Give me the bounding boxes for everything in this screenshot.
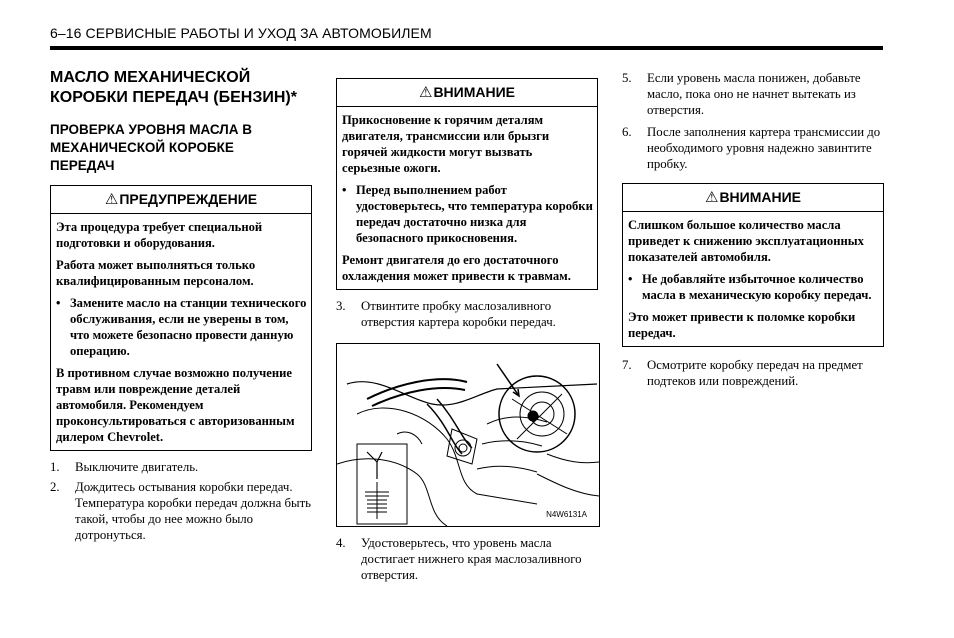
gearbox-drawing: [337, 344, 599, 526]
section-title: [50, 68, 312, 108]
caution-heading-text: ВНИМАНИЕ: [719, 189, 802, 205]
caution-bullet: • Перед выполнением работ удостоверьтесь, что температура коробки передач достаточно низка для безопасного прикосновения.: [342, 182, 593, 246]
section-subtitle-line-1: ПРОВЕРКА УРОВНЯ МАСЛА В: [50, 122, 252, 137]
step-number: 4.: [336, 536, 346, 550]
column-1: [50, 68, 312, 543]
caution-paragraph: Ремонт двигателя до его достаточного охлаждения может привести к травмам.: [342, 253, 571, 283]
step-text: Осмотрите коробку передач на предмет подтеков или повреждений.: [647, 358, 863, 388]
step-number: 2.: [50, 480, 60, 494]
step-text: Удостоверьтесь, что уровень масла достигает нижнего края маслозаливного отверстия.: [361, 536, 582, 582]
section-title-line-1: МАСЛО МЕХАНИЧЕСКОЙ: [50, 69, 251, 86]
warning-paragraph: Работа может выполняться только квалифицированным персоналом.: [56, 258, 256, 288]
step-7: [622, 357, 884, 389]
caution-paragraph: Это может привести к поломке коробки передач.: [628, 310, 856, 340]
step-1: [50, 459, 312, 475]
caution-paragraph: Слишком большое количество масла приведет к снижению эксплуатационных показателей автомобиля.: [628, 218, 864, 264]
caution-box-body: [337, 107, 597, 289]
step-4: [336, 535, 598, 583]
step-number: 3.: [336, 299, 346, 313]
caution-box-heading: [337, 79, 597, 107]
gearbox-illustration: [336, 343, 600, 527]
section-subtitle-line-2: МЕХАНИЧЕСКОЙ КОРОБКЕ: [50, 140, 234, 155]
caution-bullet: • Не добавляйте избыточное количество масла в механическую коробку передач.: [628, 271, 879, 303]
warning-triangle-icon: ⚠: [104, 191, 119, 208]
warning-box-heading: [51, 186, 311, 214]
step-text: Отвинтите пробку маслозаливного отверстия картера коробки передач.: [361, 299, 556, 329]
caution-box-heading: [623, 184, 883, 212]
caution-box-body: [623, 212, 883, 346]
column-3: [622, 70, 884, 389]
caution-paragraph: Прикосновение к горячим деталям двигателя, трансмиссии или брызги горячей жидкости могут вызвать серьезные ожоги.: [342, 113, 550, 175]
page-header: 6–16 СЕРВИСНЫЕ РАБОТЫ И УХОД ЗА АВТОМОБИЛЕМ: [50, 25, 432, 41]
caution-heading-text: ВНИМАНИЕ: [433, 84, 516, 100]
step-number: 7.: [622, 358, 632, 372]
warning-box-body: [51, 214, 311, 450]
warning-heading-text: ПРЕДУПРЕЖДЕНИЕ: [119, 191, 258, 207]
step-text: Дождитесь остывания коробки передач. Температура коробки передач должна быть такой, чтобы до нее можно было дотронуться.: [75, 480, 312, 542]
caution-box: [336, 78, 598, 290]
column-2: [336, 78, 598, 583]
caution-box-2: [622, 183, 884, 347]
step-5: [622, 70, 884, 118]
step-number: 5.: [622, 71, 632, 85]
warning-bullet: • Замените масло на станции технического обслуживания, если не уверены в том, что можете безопасно провести данную операцию.: [56, 295, 307, 359]
step-2: [50, 479, 312, 543]
step-text: Если уровень масла понижен, добавьте масло, пока оно не начнет вытекать из отверстия.: [647, 71, 861, 117]
section-subtitle-line-3: ПЕРЕДАЧ: [50, 158, 115, 173]
step-text: Выключите двигатель.: [75, 460, 199, 474]
header-rule: [50, 46, 883, 50]
step-3: [336, 298, 598, 330]
warning-triangle-icon: ⚠: [704, 189, 719, 206]
step-6: [622, 124, 884, 172]
step-text: После заполнения картера трансмиссии до необходимого уровня надежно завинтите пробку.: [647, 125, 881, 171]
warning-paragraph: Эта процедура требует специальной подготовки и оборудования.: [56, 220, 263, 250]
section-subtitle: [50, 121, 312, 175]
step-number: 6.: [622, 125, 632, 139]
step-number: 1.: [50, 460, 60, 474]
figure-label: N4W6131A: [546, 510, 587, 519]
warning-triangle-icon: ⚠: [418, 84, 433, 101]
section-title-line-2: КОРОБКИ ПЕРЕДАЧ (БЕНЗИН)*: [50, 89, 297, 106]
warning-paragraph: В противном случае возможно получение травм или повреждение деталей автомобиля. Рекомендуем проконсультироваться с авторизованным дилером Chevrolet.: [56, 366, 295, 444]
warning-box: [50, 185, 312, 451]
